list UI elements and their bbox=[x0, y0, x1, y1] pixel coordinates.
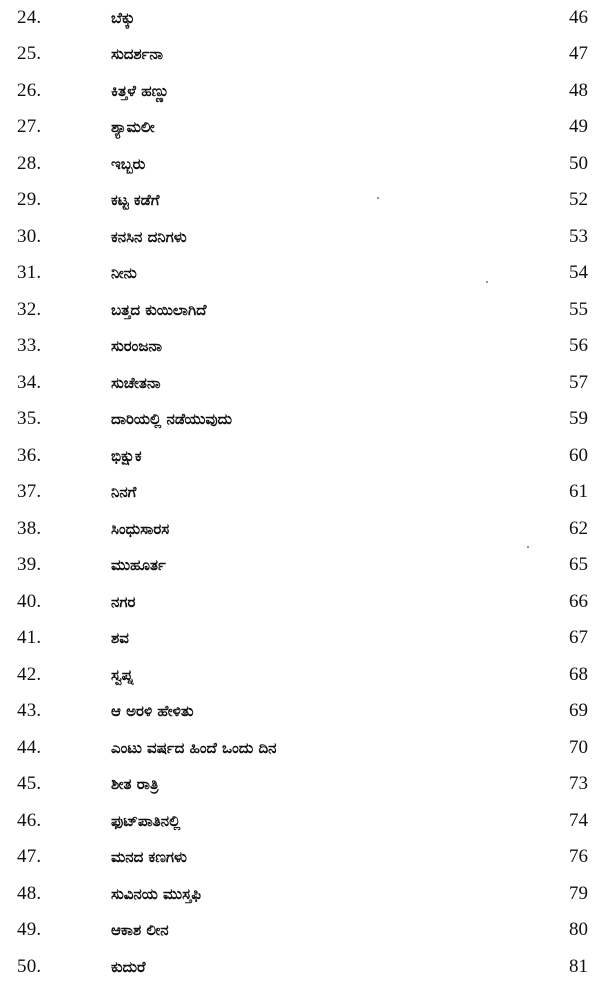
toc-row bbox=[0, 549, 600, 585]
entry-page: 54 bbox=[569, 262, 588, 283]
entry-number: 36. bbox=[17, 445, 42, 466]
entry-number: 38. bbox=[17, 518, 42, 539]
entry-page: 50 bbox=[569, 153, 588, 174]
entry-number: 46. bbox=[17, 810, 42, 831]
toc-row bbox=[0, 805, 600, 841]
scan-speck bbox=[377, 197, 379, 199]
toc-row bbox=[0, 513, 600, 549]
entry-page: 47 bbox=[569, 43, 588, 64]
entry-page: 53 bbox=[569, 226, 588, 247]
entry-number: 40. bbox=[17, 591, 42, 612]
entry-title: ಸುವಿನಯ ಮುಸ್ತಫಿ bbox=[111, 885, 201, 903]
entry-title: ನಿನಗೆ bbox=[111, 483, 137, 501]
entry-page: 67 bbox=[569, 627, 588, 648]
entry-number: 28. bbox=[17, 153, 42, 174]
entry-title: ನೀನು bbox=[111, 264, 137, 282]
toc-row bbox=[0, 878, 600, 914]
toc-row bbox=[0, 257, 600, 293]
entry-number: 47. bbox=[17, 846, 42, 867]
toc-row bbox=[0, 38, 600, 74]
entry-title: ಸುರಂಜನಾ bbox=[111, 337, 163, 355]
entry-title: ಕಿತ್ತಳೆ ಹಣ್ಣು bbox=[111, 82, 170, 100]
entry-page: 70 bbox=[569, 737, 588, 758]
entry-number: 43. bbox=[17, 700, 42, 721]
entry-number: 25. bbox=[17, 43, 42, 64]
entry-number: 48. bbox=[17, 883, 42, 904]
entry-page: 59 bbox=[569, 408, 588, 429]
entry-page: 61 bbox=[569, 481, 588, 502]
entry-number: 37. bbox=[17, 481, 42, 502]
entry-page: 66 bbox=[569, 591, 588, 612]
entry-page: 81 bbox=[569, 956, 588, 977]
entry-page: 79 bbox=[569, 883, 588, 904]
entry-title: ಎಂಟು ವರ್ಷದ ಹಿಂದೆ ಒಂದು ದಿನ bbox=[111, 739, 277, 757]
entry-number: 45. bbox=[17, 773, 42, 794]
entry-page: 60 bbox=[569, 445, 588, 466]
toc-row bbox=[0, 951, 600, 987]
scan-speck bbox=[486, 281, 488, 283]
toc-row bbox=[0, 330, 600, 366]
entry-number: 42. bbox=[17, 664, 42, 685]
entry-title: ಸುಚೇತನಾ bbox=[111, 374, 161, 392]
entry-page: 62 bbox=[569, 518, 588, 539]
toc-row bbox=[0, 768, 600, 804]
toc-row bbox=[0, 586, 600, 622]
entry-page: 80 bbox=[569, 919, 588, 940]
entry-title: ಮುಹೂರ್ತ bbox=[111, 556, 166, 574]
entry-number: 44. bbox=[17, 737, 42, 758]
entry-page: 57 bbox=[569, 372, 588, 393]
entry-title: ಕುದುರೆ bbox=[111, 958, 146, 976]
entry-number: 39. bbox=[17, 554, 42, 575]
entry-title: ಕನಸಿನ ದನಿಗಳು bbox=[111, 228, 187, 246]
entry-number: 31. bbox=[17, 262, 42, 283]
entry-page: 48 bbox=[569, 80, 588, 101]
entry-title: ದಾರಿಯಲ್ಲಿ ನಡೆಯುವುದು bbox=[111, 410, 233, 428]
toc-row bbox=[0, 111, 600, 147]
entry-number: 41. bbox=[17, 627, 42, 648]
entry-page: 76 bbox=[569, 846, 588, 867]
toc-row bbox=[0, 403, 600, 439]
entry-page: 46 bbox=[569, 7, 588, 28]
toc-row bbox=[0, 841, 600, 877]
entry-title: ಭಿಕ್ಷುಕ bbox=[111, 447, 142, 465]
entry-number: 27. bbox=[17, 116, 42, 137]
toc-row bbox=[0, 695, 600, 731]
entry-title: ಶ್ಯಾಮಲೀ bbox=[111, 118, 155, 136]
toc-row bbox=[0, 294, 600, 330]
toc-row bbox=[0, 75, 600, 111]
toc-row bbox=[0, 476, 600, 512]
entry-number: 34. bbox=[17, 372, 42, 393]
toc-row bbox=[0, 184, 600, 220]
entry-number: 26. bbox=[17, 80, 42, 101]
entry-page: 69 bbox=[569, 700, 588, 721]
entry-title: ಸುದರ್ಶನಾ bbox=[111, 45, 164, 63]
entry-number: 35. bbox=[17, 408, 42, 429]
entry-title: ಸ್ವಪ್ನ bbox=[111, 666, 134, 684]
entry-page: 55 bbox=[569, 299, 588, 320]
entry-number: 29. bbox=[17, 189, 42, 210]
entry-page: 74 bbox=[569, 810, 588, 831]
entry-title: ಮನದ ಕಣಗಳು bbox=[111, 848, 187, 866]
entry-page: 52 bbox=[569, 189, 588, 210]
entry-title: ಸಿಂಧುಸಾರಸ bbox=[111, 520, 170, 538]
toc-row bbox=[0, 732, 600, 768]
entry-page: 56 bbox=[569, 335, 588, 356]
toc-row bbox=[0, 148, 600, 184]
entry-title: ಇಬ್ಬರು bbox=[111, 155, 146, 173]
entry-title: ಫುಟ್‌ಪಾತಿನಲ್ಲಿ bbox=[111, 812, 181, 830]
toc-row bbox=[0, 622, 600, 658]
toc-row bbox=[0, 914, 600, 950]
toc-row bbox=[0, 367, 600, 403]
scan-speck bbox=[527, 546, 529, 548]
entry-title: ಕಟ್ಟ ಕಡೆಗೆ bbox=[111, 191, 160, 209]
entry-title: ಆಕಾಶ ಲೀನ bbox=[111, 921, 169, 939]
entry-number: 33. bbox=[17, 335, 42, 356]
entry-number: 49. bbox=[17, 919, 42, 940]
entry-number: 30. bbox=[17, 226, 42, 247]
entry-page: 73 bbox=[569, 773, 588, 794]
entry-page: 49 bbox=[569, 116, 588, 137]
entry-title: ನಗರ bbox=[111, 593, 136, 611]
entry-page: 68 bbox=[569, 664, 588, 685]
entry-number: 50. bbox=[17, 956, 42, 977]
entry-title: ಶವ bbox=[111, 629, 129, 647]
entry-number: 24. bbox=[17, 7, 42, 28]
entry-title: ಆ ಅರಳಿ ಹೇಳಿತು bbox=[111, 702, 194, 720]
entry-title: ಶೀತ ರಾತ್ರಿ bbox=[111, 775, 159, 793]
toc-row bbox=[0, 221, 600, 257]
toc-row bbox=[0, 659, 600, 695]
toc-row bbox=[0, 440, 600, 476]
entry-number: 32. bbox=[17, 299, 42, 320]
toc-row bbox=[0, 2, 600, 38]
entry-title: ಬೆಕ್ಕು bbox=[111, 9, 135, 27]
entry-title: ಬತ್ತದ ಕುಯಿಲಾಗಿದೆ bbox=[111, 301, 207, 319]
entry-page: 65 bbox=[569, 554, 588, 575]
